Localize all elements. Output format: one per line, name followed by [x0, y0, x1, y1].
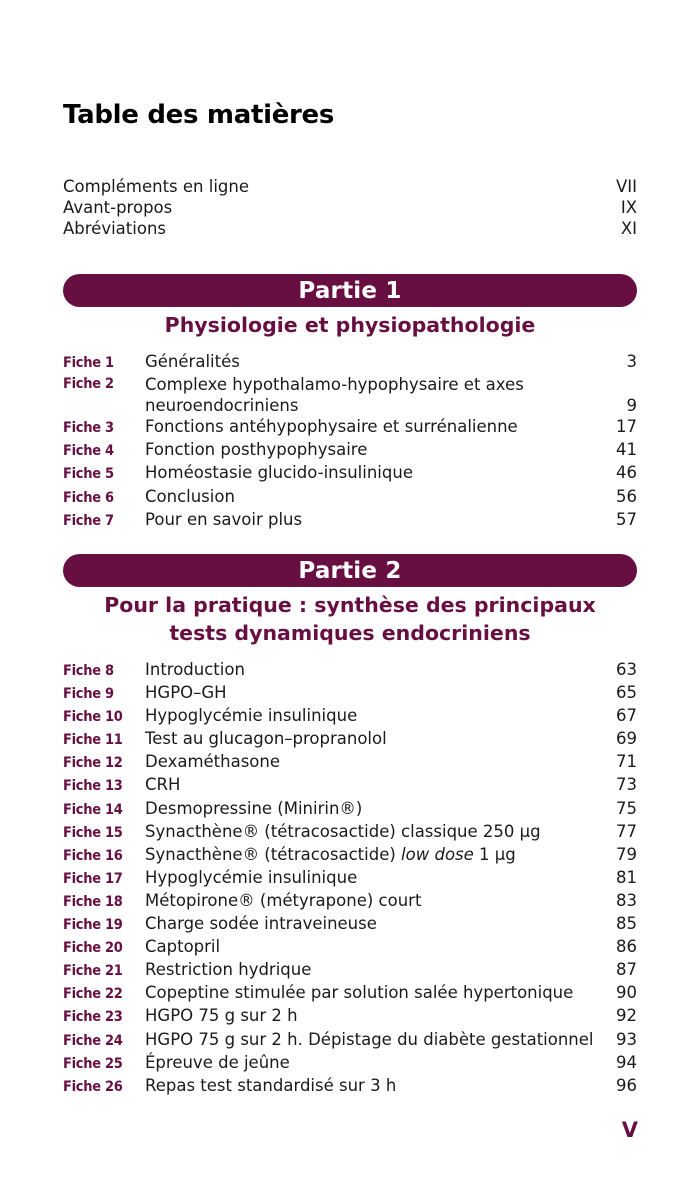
- toc-entry-label-part: Synacthène® (tétracosactide): [145, 844, 402, 864]
- toc-entry-page: 86: [616, 937, 637, 957]
- toc-entry-label: Dexaméthasone: [145, 752, 281, 772]
- toc-entry-label: Hypoglycémie insulinique: [145, 867, 358, 887]
- fiche-number: Fiche 26: [63, 1078, 123, 1095]
- toc-entry-page: 87: [616, 960, 637, 980]
- toc-entry[interactable]: [63, 867, 637, 890]
- toc-entry[interactable]: [63, 351, 637, 374]
- part-2-subtitle-line-2: tests dynamiques endocriniens: [169, 621, 531, 645]
- part-2-entry-list: [63, 659, 637, 1098]
- toc-entry-label: Conclusion: [145, 486, 235, 506]
- toc-entry-label: Pour en savoir plus: [145, 509, 303, 529]
- toc-entry[interactable]: [63, 218, 637, 239]
- toc-entry[interactable]: [63, 509, 637, 532]
- part-2-subtitle-line-1: Pour la pratique : synthèse des principaux: [104, 593, 596, 617]
- page-title: Table des matières: [63, 100, 335, 130]
- toc-entry-label: Repas test standardisé sur 3 h: [145, 1075, 397, 1095]
- fiche-number: Fiche 17: [63, 870, 123, 887]
- toc-entry-page: 83: [616, 890, 637, 910]
- toc-entry-label-line-1: Complexe hypothalamo-hypophysaire et axes: [145, 375, 524, 395]
- toc-entry[interactable]: [63, 176, 637, 197]
- toc-entry-label: Avant-propos: [63, 198, 173, 218]
- toc-entry-page: 41: [616, 440, 637, 460]
- part-2-banner: [63, 554, 637, 587]
- part-2-subtitle: [63, 591, 637, 647]
- fiche-number: Fiche 2: [63, 376, 114, 393]
- page-number: V: [621, 1118, 638, 1142]
- fiche-number: Fiche 16: [63, 847, 123, 864]
- fiche-number: Fiche 10: [63, 709, 123, 726]
- toc-entry-label: Homéostasie glucido-insulinique: [145, 463, 413, 483]
- toc-entry-label: Charge sodée intraveineuse: [145, 914, 377, 934]
- toc-entry-label: Fonctions antéhypophysaire et surrénalienne: [145, 417, 518, 437]
- toc-entry-label: CRH: [145, 775, 181, 795]
- toc-entry-page: 46: [616, 463, 637, 483]
- toc-entry-label: HGPO 75 g sur 2 h: [145, 1006, 298, 1026]
- toc-entry[interactable]: [63, 751, 637, 774]
- toc-entry-page: 92: [616, 1006, 637, 1026]
- toc-entry[interactable]: [63, 1029, 637, 1052]
- fiche-number: Fiche 7: [63, 512, 114, 529]
- fiche-number: Fiche 25: [63, 1055, 123, 1072]
- toc-entry-label: Desmopressine (Minirin®): [145, 798, 363, 818]
- toc-entry-page: 56: [616, 486, 637, 506]
- toc-entry-label: Hypoglycémie insulinique: [145, 706, 358, 726]
- toc-entry-label-emphasis: low dose: [401, 844, 474, 864]
- toc-entry-page: IX: [620, 198, 637, 218]
- toc-entry-label: Abréviations: [63, 219, 166, 239]
- part-1-subtitle: Physiologie et physiopathologie: [164, 313, 536, 337]
- toc-entry[interactable]: [63, 1052, 637, 1075]
- fiche-number: Fiche 12: [63, 755, 123, 772]
- toc-entry[interactable]: [63, 197, 637, 218]
- front-matter-list: [63, 176, 637, 239]
- part-1-banner: [63, 274, 637, 307]
- toc-entry-page: 71: [616, 752, 637, 772]
- fiche-number: Fiche 21: [63, 963, 123, 980]
- part-1-banner-label: Partie 1: [298, 277, 402, 304]
- toc-entry[interactable]: [63, 936, 637, 959]
- toc-entry-page: 65: [616, 683, 637, 703]
- fiche-number: Fiche 19: [63, 917, 123, 934]
- toc-entry[interactable]: [63, 374, 637, 416]
- toc-entry-label: Fonction posthypophysaire: [145, 440, 368, 460]
- toc-entry-page: 94: [616, 1052, 637, 1072]
- fiche-number: Fiche 3: [63, 420, 114, 437]
- toc-entry[interactable]: [63, 659, 637, 682]
- toc-entry-page: 67: [616, 706, 637, 726]
- toc-entry[interactable]: [63, 439, 637, 462]
- toc-entry-page: 79: [616, 844, 637, 864]
- toc-entry[interactable]: [63, 798, 637, 821]
- toc-entry[interactable]: [63, 486, 637, 509]
- toc-entry[interactable]: [63, 959, 637, 982]
- fiche-number: Fiche 11: [63, 732, 123, 749]
- toc-entry-page: VII: [615, 177, 637, 196]
- toc-entry-label: Généralités: [145, 352, 240, 371]
- fiche-number: Fiche 8: [63, 663, 114, 679]
- toc-entry-page: 77: [616, 821, 637, 841]
- toc-entry-label: Métopirone® (métyrapone) court: [145, 890, 422, 910]
- toc-entry-label: Synacthène® (tétracosactide) classique 250 µg: [145, 821, 541, 841]
- part-2-banner-label: Partie 2: [298, 557, 402, 584]
- toc-entry-page: 85: [616, 914, 637, 934]
- toc-entry[interactable]: [63, 1075, 637, 1098]
- fiche-number: Fiche 5: [63, 466, 114, 483]
- fiche-number: Fiche 13: [63, 778, 123, 795]
- fiche-number: Fiche 20: [63, 940, 123, 957]
- toc-entry-label: Test au glucagon–propranolol: [145, 729, 387, 749]
- toc-entry[interactable]: [63, 844, 637, 867]
- toc-entry[interactable]: [63, 890, 637, 913]
- toc-entry-page: 73: [616, 775, 637, 795]
- toc-entry-page: 3: [626, 352, 637, 371]
- toc-entry[interactable]: [63, 416, 637, 439]
- toc-entry-label: Restriction hydrique: [145, 960, 312, 980]
- toc-entry-label: Épreuve de jeûne: [145, 1052, 290, 1072]
- part-1-entry-list: [63, 351, 637, 532]
- toc-entry-page: XI: [620, 219, 637, 239]
- toc-entry-page: 57: [616, 509, 637, 529]
- toc-entry[interactable]: [63, 821, 637, 844]
- toc-entry-label: Copeptine stimulée par solution salée hypertonique: [145, 983, 574, 1003]
- toc-entry[interactable]: [63, 462, 637, 485]
- fiche-number: Fiche 4: [63, 443, 114, 460]
- fiche-number: Fiche 24: [63, 1032, 123, 1049]
- toc-entry-label: Compléments en ligne: [63, 177, 249, 196]
- toc-entry-page: 69: [616, 729, 637, 749]
- toc-entry[interactable]: [63, 913, 637, 936]
- toc-entry-page: 96: [616, 1075, 637, 1095]
- fiche-number: Fiche 18: [63, 893, 123, 910]
- toc-entry[interactable]: [63, 1005, 637, 1028]
- toc-entry-label: Captopril: [145, 937, 221, 957]
- toc-entry-page: 63: [616, 660, 637, 679]
- toc-entry-label: HGPO 75 g sur 2 h. Dépistage du diabète gestationnel: [145, 1029, 594, 1049]
- toc-entry-page: 81: [616, 867, 637, 887]
- fiche-number: Fiche 6: [63, 489, 114, 506]
- fiche-number: Fiche 23: [63, 1009, 123, 1026]
- toc-entry-page: 75: [616, 798, 637, 818]
- toc-entry[interactable]: [63, 982, 637, 1005]
- fiche-number: Fiche 15: [63, 824, 123, 841]
- toc-entry[interactable]: [63, 682, 637, 705]
- toc-entry-label: HGPO–GH: [145, 683, 227, 703]
- toc-entry-page: 9: [626, 396, 637, 416]
- toc-entry-label-part: 1 µg: [473, 844, 516, 864]
- toc-entry-label: [145, 374, 627, 416]
- toc-entry-page: 17: [616, 417, 637, 437]
- toc-entry[interactable]: [63, 774, 637, 797]
- toc-entry-label-line-2: neuroendocriniens: [145, 396, 299, 416]
- fiche-number: Fiche 9: [63, 686, 114, 703]
- fiche-number: Fiche 22: [63, 986, 123, 1003]
- toc-entry-page: 93: [616, 1029, 637, 1049]
- toc-entry[interactable]: [63, 705, 637, 728]
- toc-entry-label: Introduction: [145, 660, 245, 679]
- toc-entry-page: 90: [616, 983, 637, 1003]
- toc-entry-label: [145, 844, 616, 865]
- fiche-number: Fiche 14: [63, 801, 123, 818]
- toc-entry[interactable]: [63, 728, 637, 751]
- fiche-number: Fiche 1: [63, 355, 114, 371]
